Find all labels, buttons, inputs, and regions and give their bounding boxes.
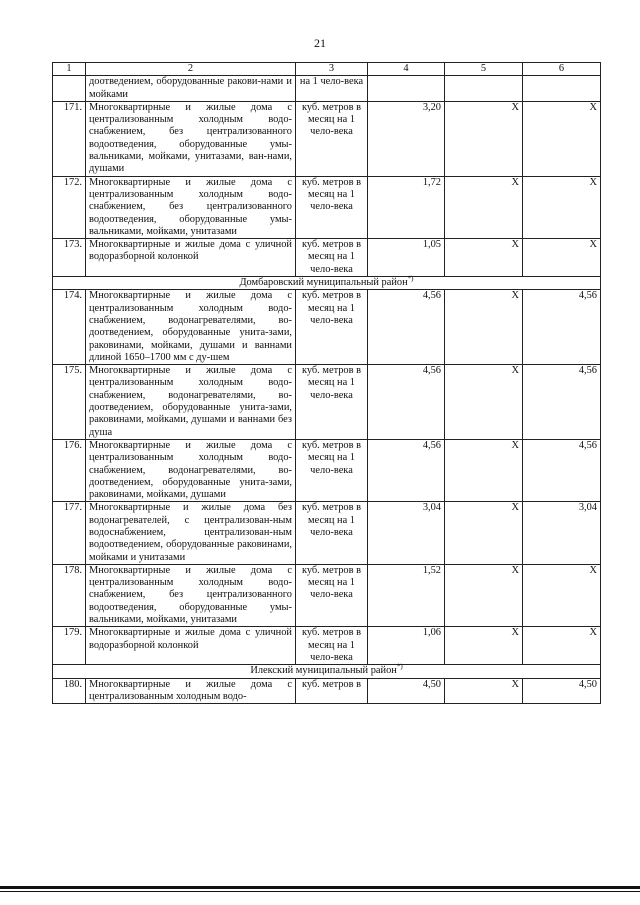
row-description: Многоквартирные и жилые дома с уличной водоразборной колонкой xyxy=(86,627,296,665)
row-value-6: Х xyxy=(523,176,601,238)
row-value-6: 4,56 xyxy=(523,365,601,440)
col-header-3: 3 xyxy=(296,63,368,76)
row-value-5: Х xyxy=(445,176,523,238)
row-value-5: Х xyxy=(445,239,523,277)
row-value-6: 3,04 xyxy=(523,502,601,564)
table-row xyxy=(53,176,601,238)
bottom-rule-thick xyxy=(0,886,640,889)
row-unit: куб. метров в месяц на 1 чело-века xyxy=(296,627,368,665)
row-description: Многоквартирные и жилые дома с централизованным холодным водо-снабжением, без централизованного водоотведения, оборудованные умы-вальниками, мойками, унитазами xyxy=(86,564,296,626)
row-value-4: 1,72 xyxy=(368,176,445,238)
row-description: Многоквартирные и жилые дома с централизованным холодным водо-снабжением, водонагревателями, во-доотведением, оборудованные унита-зами, раковинами, мойками, душами xyxy=(86,439,296,501)
row-number: 177. xyxy=(53,502,86,564)
district-name: Илекский муниципальный район xyxy=(250,665,397,677)
row-value-4 xyxy=(368,76,445,102)
row-value-5: Х xyxy=(445,365,523,440)
row-value-6 xyxy=(523,76,601,102)
row-number: 171. xyxy=(53,101,86,176)
row-unit: куб. метров в месяц на 1 чело-века xyxy=(296,290,368,365)
table-row xyxy=(53,439,601,501)
col-header-5: 5 xyxy=(445,63,523,76)
row-description: Многоквартирные и жилые дома с централизованным холодным водо-снабжением, водонагревателями, во-доотведением, оборудованные унита-зами, раковинами, мойками, душами и ваннами длиной 1650–1700 мм с ду-шем xyxy=(86,290,296,365)
row-unit: куб. метров в месяц на 1 чело-века xyxy=(296,564,368,626)
row-value-5: Х xyxy=(445,290,523,365)
table-body xyxy=(53,76,601,704)
row-value-5 xyxy=(445,76,523,102)
row-value-4: 4,50 xyxy=(368,678,445,704)
row-number: 180. xyxy=(53,678,86,704)
footnote-mark: *) xyxy=(407,274,414,283)
row-unit: куб. метров в месяц на 1 чело-века xyxy=(296,101,368,176)
row-number: 179. xyxy=(53,627,86,665)
row-unit: куб. метров в месяц на 1 чело-века xyxy=(296,365,368,440)
row-value-6: Х xyxy=(523,101,601,176)
row-value-6: Х xyxy=(523,627,601,665)
row-number: 176. xyxy=(53,439,86,501)
row-number: 173. xyxy=(53,239,86,277)
row-value-4: 4,56 xyxy=(368,290,445,365)
continuation-row xyxy=(53,76,601,102)
district-heading xyxy=(53,662,601,678)
row-number: 178. xyxy=(53,564,86,626)
row-value-5: Х xyxy=(445,678,523,704)
row-value-4: 1,52 xyxy=(368,564,445,626)
row-description: Многоквартирные и жилые дома с уличной водоразборной колонкой xyxy=(86,239,296,277)
row-description: Многоквартирные и жилые дома с централизованным холодным водо-снабжением, водонагревателями, во-доотведением, оборудованные унита-зами, раковинами, мойками, душами и ваннами без душа xyxy=(86,365,296,440)
row-value-5: Х xyxy=(445,502,523,564)
table-row xyxy=(53,239,601,277)
row-number: 174. xyxy=(53,290,86,365)
row-value-6: Х xyxy=(523,564,601,626)
row-description: доотведением, оборудованные ракови-нами и мойками xyxy=(86,76,296,102)
district-row xyxy=(53,665,601,678)
district-name: Домбаровский муниципальный район xyxy=(239,277,408,289)
row-value-5: Х xyxy=(445,439,523,501)
row-unit: куб. метров в месяц на 1 чело-века xyxy=(296,502,368,564)
col-header-1: 1 xyxy=(53,63,86,76)
row-description: Многоквартирные и жилые дома с централизованным холодным водо-снабжением, без централизованного водоотведения, оборудованные умы-вальниками, мойками, унитазами, ван-нами, душами xyxy=(86,101,296,176)
bottom-rule-thin xyxy=(0,891,640,892)
row-value-4: 4,56 xyxy=(368,439,445,501)
col-header-4: 4 xyxy=(368,63,445,76)
row-unit: куб. метров в месяц на 1 чело-века xyxy=(296,176,368,238)
col-header-6: 6 xyxy=(523,63,601,76)
row-unit: куб. метров в месяц на 1 чело-века xyxy=(296,239,368,277)
row-value-6: 4,50 xyxy=(523,678,601,704)
district-heading xyxy=(53,274,601,290)
row-value-5: Х xyxy=(445,627,523,665)
row-number: 175. xyxy=(53,365,86,440)
row-description: Многоквартирные и жилые дома с централизованным холодным водо-снабжением, без централизованного водоотведения, оборудованные умы-вальниками, мойками, унитазами xyxy=(86,176,296,238)
row-number: 172. xyxy=(53,176,86,238)
table-row xyxy=(53,365,601,440)
row-unit: куб. метров в месяц на 1 чело-века xyxy=(296,439,368,501)
table-row xyxy=(53,627,601,665)
district-row xyxy=(53,277,601,290)
table-row xyxy=(53,502,601,564)
row-value-6: Х xyxy=(523,239,601,277)
table-row xyxy=(53,678,601,704)
row-value-6: 4,56 xyxy=(523,439,601,501)
row-value-6: 4,56 xyxy=(523,290,601,365)
col-header-2: 2 xyxy=(86,63,296,76)
row-value-4: 1,06 xyxy=(368,627,445,665)
row-number xyxy=(53,76,86,102)
norms-table xyxy=(52,62,601,704)
row-value-5: Х xyxy=(445,564,523,626)
row-unit: на 1 чело-века xyxy=(296,76,368,102)
row-description: Многоквартирные и жилые дома с централизованным холодным водо- xyxy=(86,678,296,704)
row-description: Многоквартирные и жилые дома без водонагревателей, с централизован-ным водоснабжением, централизован-ным водоотведением, оборудованные раковинами, мойками и унитазами xyxy=(86,502,296,564)
row-value-5: Х xyxy=(445,101,523,176)
footnote-mark: *) xyxy=(396,662,403,671)
row-value-4: 3,04 xyxy=(368,502,445,564)
row-value-4: 4,56 xyxy=(368,365,445,440)
row-value-4: 3,20 xyxy=(368,101,445,176)
header-row xyxy=(53,63,601,76)
table-row xyxy=(53,564,601,626)
row-value-4: 1,05 xyxy=(368,239,445,277)
row-unit: куб. метров в xyxy=(296,678,368,704)
table-row xyxy=(53,101,601,176)
table-row xyxy=(53,290,601,365)
page-number: 21 xyxy=(314,36,326,50)
